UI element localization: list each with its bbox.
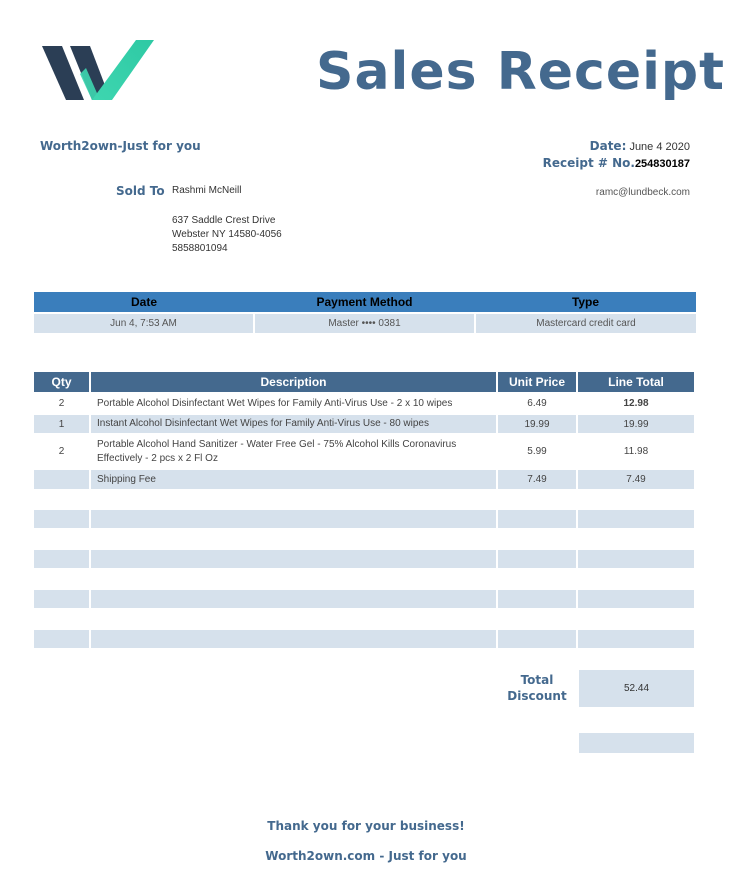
payment-method: Master •••• 0381 <box>255 314 474 333</box>
date-line <box>590 139 690 153</box>
empty-cell <box>34 590 89 608</box>
total-label-line-1: Total <box>520 673 554 687</box>
empty-cell <box>578 510 694 528</box>
date-value: June 4 2020 <box>629 141 690 153</box>
item-line-total: 12.98 <box>623 398 649 409</box>
page-title: Sales Receipt <box>316 42 725 102</box>
payment-table-row <box>34 314 696 333</box>
empty-table-row <box>34 590 694 608</box>
item-qty: 2 <box>58 398 65 409</box>
empty-cell <box>498 550 576 568</box>
w-logo-icon <box>40 38 156 102</box>
receipt-label: Receipt # No. <box>542 156 635 170</box>
empty-total-box <box>579 733 694 753</box>
item-unit-price: 7.49 <box>498 470 576 489</box>
item-line-total: 11.98 <box>623 446 649 457</box>
empty-table-row <box>34 550 694 568</box>
table-row <box>34 415 694 433</box>
total-value: 52.44 <box>579 670 694 707</box>
item-qty: 1 <box>34 415 89 433</box>
item-line-total: 7.49 <box>578 470 694 489</box>
receipt-number: 254830187 <box>634 158 690 170</box>
sold-to-label: Sold To <box>116 184 165 198</box>
empty-cell <box>91 630 496 648</box>
empty-cell <box>498 630 576 648</box>
payment-header-type: Type <box>571 295 600 309</box>
customer-name: Rashmi McNeill <box>172 185 242 196</box>
company-name: Worth2own-Just for you <box>40 139 201 153</box>
item-unit-price: 6.49 <box>527 398 547 409</box>
item-qty <box>34 470 89 489</box>
items-header-unit-price: Unit Price <box>498 372 576 392</box>
customer-phone: 5858801094 <box>172 243 228 254</box>
empty-cell <box>578 550 694 568</box>
empty-cell <box>91 590 496 608</box>
items-header-description: Description <box>91 372 496 392</box>
payment-header-method: Payment Method <box>316 295 413 309</box>
date-label: Date: <box>589 139 627 153</box>
empty-table-row <box>34 510 694 528</box>
empty-cell <box>91 510 496 528</box>
empty-cell <box>498 510 576 528</box>
item-qty: 2 <box>58 446 65 457</box>
empty-cell <box>578 590 694 608</box>
table-row <box>34 435 694 468</box>
empty-cell <box>34 510 89 528</box>
items-header-qty: Qty <box>34 372 89 392</box>
items-header-line-total: Line Total <box>578 372 694 392</box>
item-description: Instant Alcohol Disinfectant Wet Wipes for Family Anti-Virus Use - 80 wipes <box>91 415 496 433</box>
item-line-total: 19.99 <box>578 415 694 433</box>
thank-you-message: Thank you for your business! <box>267 819 465 833</box>
table-row <box>34 394 694 413</box>
item-description: Shipping Fee <box>91 470 496 489</box>
empty-cell <box>34 550 89 568</box>
payment-date: Jun 4, 7:53 AM <box>34 314 253 333</box>
receipt-number-line <box>543 156 690 170</box>
customer-email: ramc@lundbeck.com <box>595 187 690 198</box>
address-line-1: 637 Saddle Crest Drive <box>172 215 276 226</box>
payment-header-date: Date <box>130 295 157 309</box>
item-description: Portable Alcohol Hand Sanitizer - Water Free Gel - 75% Alcohol Kills Coronavirus Effectively - 2 pcs x 2 Fl Oz <box>97 438 457 464</box>
empty-cell <box>91 550 496 568</box>
address-line-2: Webster NY 14580-4056 <box>172 229 282 240</box>
empty-cell <box>34 630 89 648</box>
table-row <box>34 470 694 489</box>
payment-table-header <box>34 292 696 312</box>
empty-cell <box>578 630 694 648</box>
footer-tagline: Worth2own.com - Just for you <box>265 849 467 863</box>
total-label-line-2: Discount <box>507 689 567 703</box>
item-description: Portable Alcohol Disinfectant Wet Wipes for Family Anti-Virus Use - 2 x 10 wipes <box>97 397 453 409</box>
total-discount-label <box>497 672 577 704</box>
empty-table-row <box>34 630 694 648</box>
items-table-header <box>34 372 694 392</box>
item-unit-price: 5.99 <box>527 446 547 457</box>
empty-cell <box>498 590 576 608</box>
payment-type: Mastercard credit card <box>476 314 696 333</box>
item-unit-price: 19.99 <box>498 415 576 433</box>
